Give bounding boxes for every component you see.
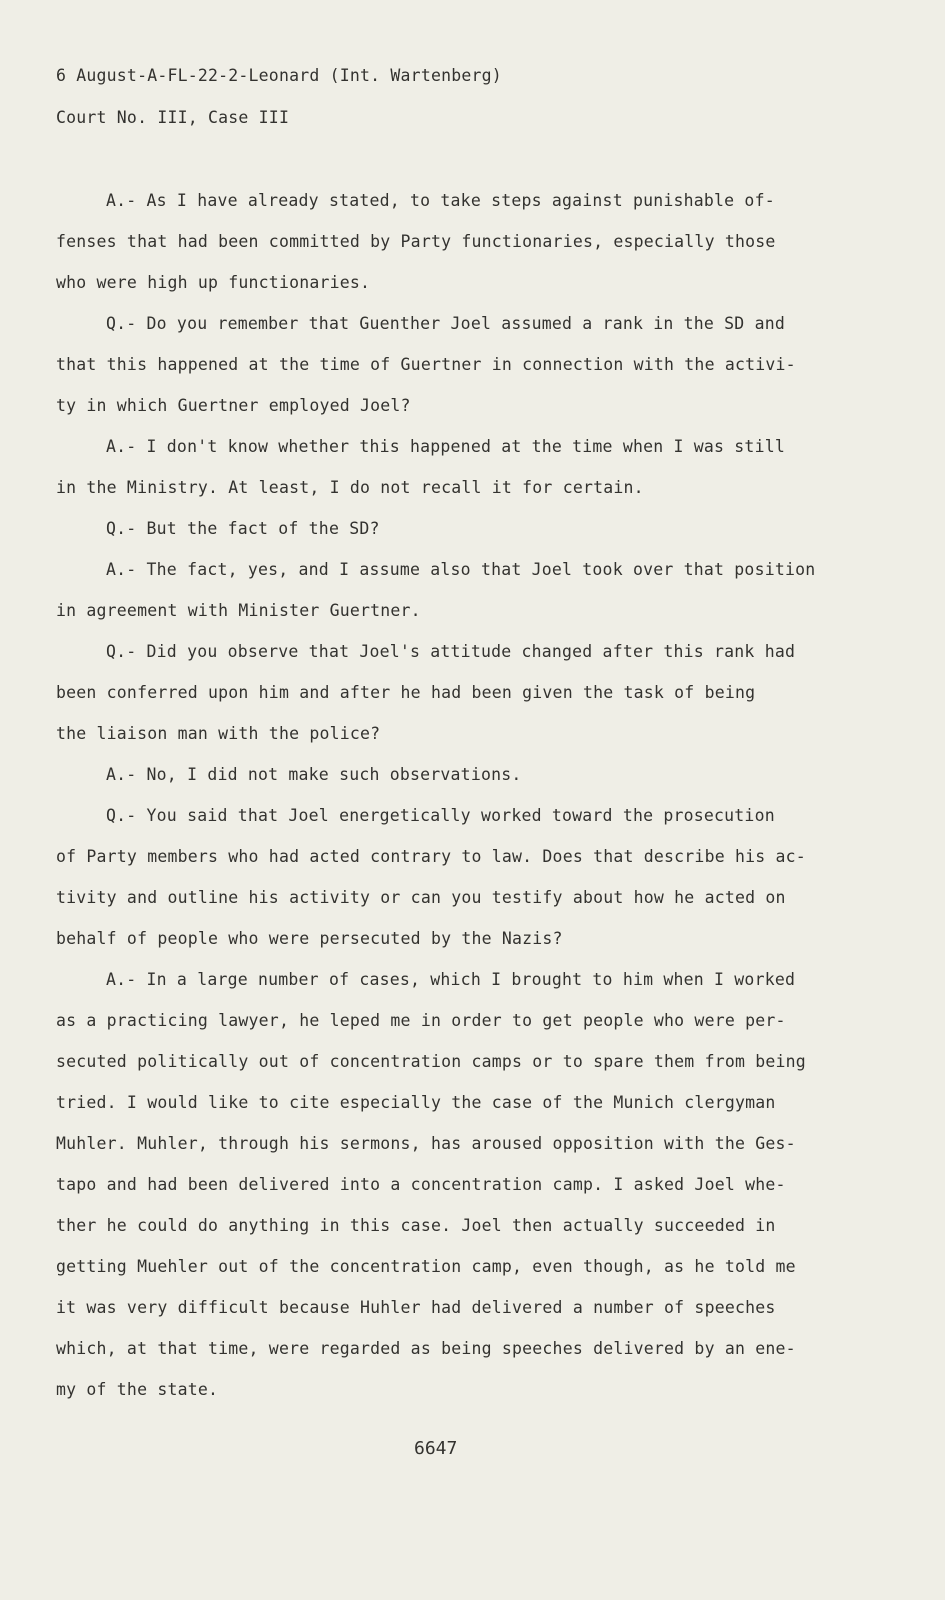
- court-line: Court No. III, Case III: [56, 108, 290, 127]
- text-line: tivity and outline his activity or can you testify about how he acted on: [56, 888, 786, 907]
- text-line: tapo and had been delivered into a concentration camp. I asked Joel whe-: [56, 1175, 786, 1194]
- text-line: A.- No, I did not make such observations.: [106, 765, 522, 784]
- text-line: in the Ministry. At least, I do not recall it for certain.: [56, 478, 644, 497]
- text-line: Q.- Did you observe that Joel's attitude changed after this rank had: [106, 642, 796, 661]
- text-line: fenses that had been committed by Party functionaries, especially those: [56, 232, 776, 251]
- text-line: Q.- You said that Joel energetically worked toward the prosecution: [106, 806, 775, 825]
- text-line: getting Muehler out of the concentration camp, even though, as he told me: [56, 1257, 796, 1276]
- text-line: my of the state.: [56, 1380, 219, 1399]
- text-line: A.- In a large number of cases, which I brought to him when I worked: [106, 970, 796, 989]
- text-line: of Party members who had acted contrary to law. Does that describe his ac-: [56, 847, 806, 866]
- page-number: 6647: [414, 1438, 458, 1459]
- text-line: which, at that time, were regarded as being speeches delivered by an ene-: [56, 1339, 796, 1358]
- text-line: behalf of people who were persecuted by the Nazis?: [56, 929, 563, 948]
- text-line: secuted politically out of concentration camps or to spare them from being: [56, 1052, 806, 1071]
- text-line: ty in which Guertner employed Joel?: [56, 396, 411, 415]
- text-line: Q.- But the fact of the SD?: [106, 519, 380, 538]
- text-line: Muhler. Muhler, through his sermons, has aroused opposition with the Ges-: [56, 1134, 796, 1153]
- header-title-line: 6 August-A-FL-22-2-Leonard (Int. Wartenberg): [56, 66, 502, 85]
- text-line: A.- I don't know whether this happened at the time when I was still: [106, 437, 785, 456]
- text-line: who were high up functionaries.: [56, 273, 371, 292]
- text-line: ther he could do anything in this case. Joel then actually succeeded in: [56, 1216, 776, 1235]
- text-line: as a practicing lawyer, he leped me in order to get people who were per-: [56, 1011, 786, 1030]
- text-line: in agreement with Minister Guertner.: [56, 601, 421, 620]
- text-line: A.- The fact, yes, and I assume also that Joel took over that position: [106, 560, 816, 579]
- text-line: that this happened at the time of Guertner in connection with the activi-: [56, 355, 796, 374]
- text-line: Q.- Do you remember that Guenther Joel assumed a rank in the SD and: [106, 314, 785, 333]
- text-line: the liaison man with the police?: [56, 724, 381, 743]
- text-line: tried. I would like to cite especially the case of the Munich clergyman: [56, 1093, 776, 1112]
- text-line: A.- As I have already stated, to take steps against punishable of-: [106, 191, 775, 210]
- text-line: it was very difficult because Huhler had delivered a number of speeches: [56, 1298, 776, 1317]
- text-line: been conferred upon him and after he had been given the task of being: [56, 683, 756, 702]
